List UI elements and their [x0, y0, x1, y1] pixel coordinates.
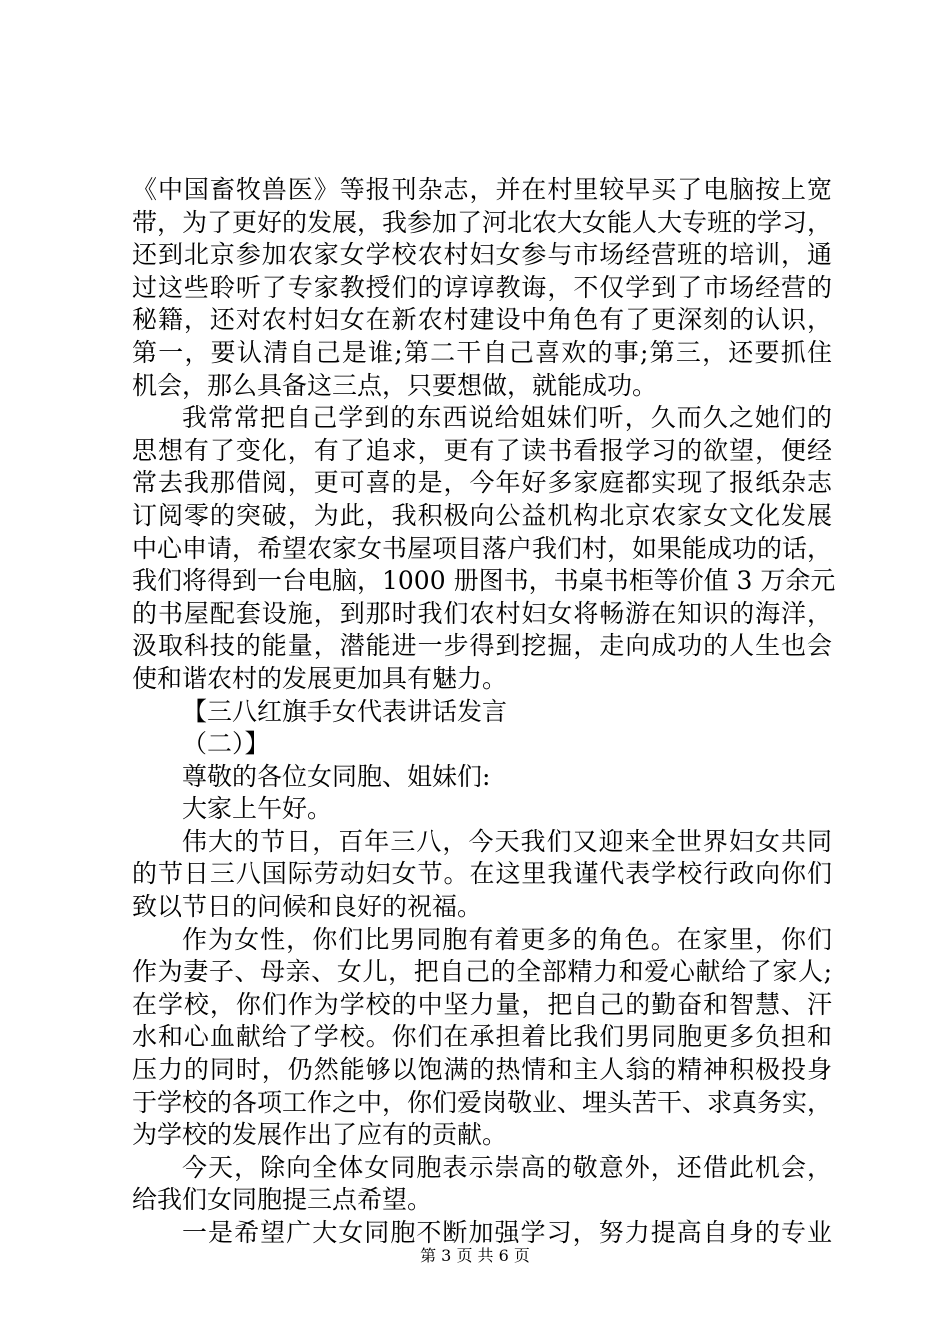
- text-line: 常去我那借阅，更可喜的是，今年好多家庭都实现了报纸杂志: [132, 468, 832, 498]
- text-line: 过这些聆听了专家教授们的谆谆教诲，不仅学到了市场经营的: [132, 272, 832, 302]
- body-text: [132, 174, 836, 1250]
- text-line: 第一，要认清自己是谁;第二干自己喜欢的事;第三，还要抓住: [132, 337, 832, 367]
- section-heading-line: 【三八红旗手女代表讲话发言: [182, 696, 508, 726]
- text-line: 水和心血献给了学校。你们在承担着比我们男同胞更多负担和: [132, 1022, 832, 1052]
- paragraph-start-line: 我常常把自己学到的东西说给姐妹们听，久而久之她们的: [182, 403, 832, 433]
- text-line: 带，为了更好的发展，我参加了河北农大女能人大专班的学习，: [132, 207, 833, 237]
- text-line: 的书屋配套设施，到那时我们农村妇女将畅游在知识的海洋，: [132, 598, 832, 628]
- text-line: 致以节日的问候和良好的祝福。: [132, 892, 483, 922]
- paragraph-start-line: 伟大的节日，百年三八，今天我们又迎来全世界妇女共同: [182, 826, 832, 856]
- text-line: 秘籍，还对农村妇女在新农村建设中角色有了更深刻的认识，: [132, 305, 832, 335]
- text-line: 为学校的发展作出了应有的贡献。: [132, 1120, 508, 1150]
- text-line: 我们将得到一台电脑，1000 册图书，书桌书柜等价值 3 万余元: [132, 566, 836, 596]
- text-line: 还到北京参加农家女学校农村妇女参与市场经营班的培训，通: [132, 240, 832, 270]
- text-line: 压力的同时，仍然能够以饱满的热情和主人翁的精神积极投身: [132, 1055, 832, 1085]
- text-line: 在学校，你们作为学校的中坚力量，把自己的勤奋和智慧、汗: [132, 989, 832, 1019]
- text-line: 机会，那么具备这三点，只要想做，就能成功。: [132, 370, 658, 400]
- paragraph-start-line: 一是希望广大女同胞不断加强学习，努力提高自身的专业: [182, 1218, 832, 1247]
- text-line: 《中国畜牧兽医》等报刊杂志，并在村里较早买了电脑按上宽: [132, 175, 832, 204]
- salutation-line: 尊敬的各位女同胞、姐妹们:: [182, 761, 491, 791]
- text-line: 作为妻子、母亲、女儿，把自己的全部精力和爱心献给了家人;: [132, 957, 832, 987]
- text-line: 中心申请，希望农家女书屋项目落户我们村，如果能成功的话，: [132, 533, 833, 563]
- text-line: 给我们女同胞提三点希望。: [132, 1185, 433, 1215]
- text-line: 订阅零的突破，为此，我积极向公益机构北京农家女文化发展: [132, 500, 832, 530]
- section-heading-line: （二）】: [182, 729, 270, 759]
- text-line: 思想有了变化，有了追求，更有了读书看报学习的欲望，便经: [132, 435, 832, 465]
- text-line: 于学校的各项工作之中，你们爱岗敬业、埋头苦干、求真务实，: [132, 1087, 833, 1117]
- text-line: 汲取科技的能量，潜能进一步得到挖掘，走向成功的人生也会: [132, 631, 832, 661]
- paragraph-start-line: 今天，除向全体女同胞表示崇高的敬意外，还借此机会，: [182, 1152, 832, 1182]
- page-number-footer: 第 3 页 共 6 页: [420, 1246, 530, 1265]
- text-line: 的节日三八国际劳动妇女节。在这里我谨代表学校行政向你们: [132, 859, 832, 889]
- text-line: 使和谐农村的发展更加具有魅力。: [132, 663, 508, 693]
- greeting-line: 大家上午好。: [182, 794, 333, 824]
- paragraph-start-line: 作为女性，你们比男同胞有着更多的角色。在家里，你们: [182, 924, 832, 954]
